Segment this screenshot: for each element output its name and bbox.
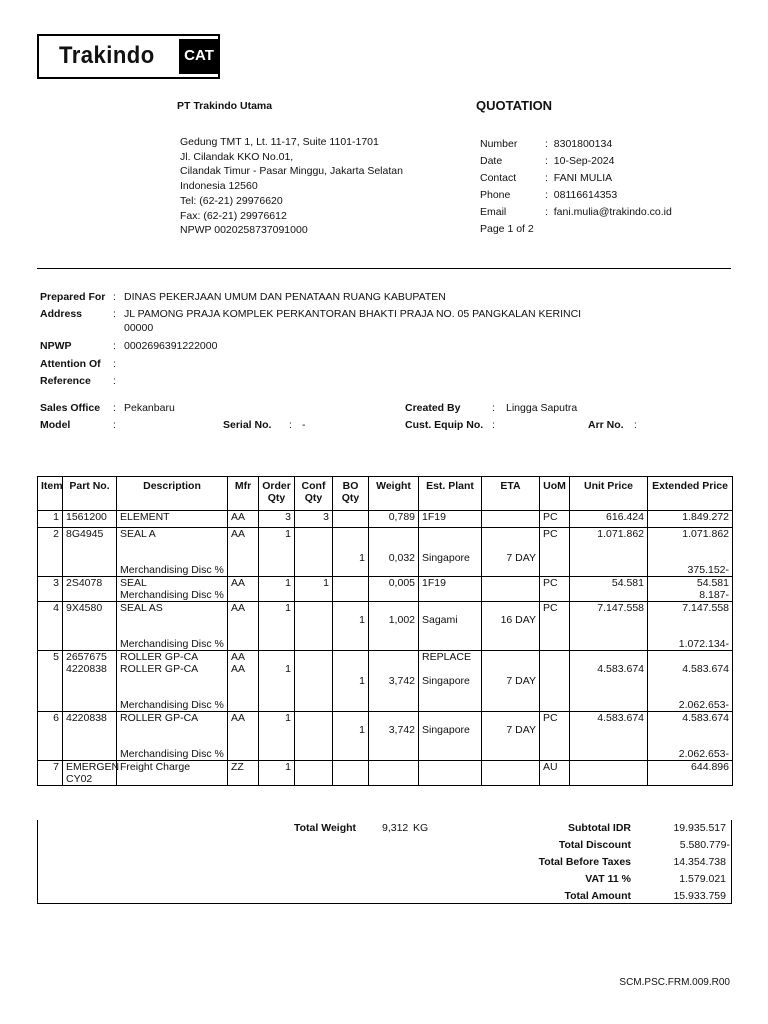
table-row: 7 EMERGEN CY02 Freight Charge ZZ 1 AU 644.896 xyxy=(38,761,733,786)
doc-fields xyxy=(480,136,672,239)
doc-field-phone: Phone : 08116614353 xyxy=(480,189,618,202)
table-row: 4 9X4580 SEAL AS Merchandising Disc % AA 1 1 1,002 Sagami 16 DAY PC 7.147.558 7.147.558 1.072.134- xyxy=(38,602,733,651)
table-header: Item Part No. Description Mfr Order Qty Conf Qty BO Qty Weight Est. Plant ETA UoM Unit Price Extended Price xyxy=(38,477,733,511)
sales-office-label: Sales Office xyxy=(40,402,101,414)
company-address: Gedung TMT 1, Lt. 11-17, Suite 1101-1701 Jl. Cilandak KKO No.01, Cilandak Timur - Pasar Minggu, Jakarta Selatan Indonesia 12560 Tel: (62-21) 29976620 Fax: (62-21) 29976612 NPWP 0020258737091000 xyxy=(180,136,403,237)
address-line2: 00000 xyxy=(124,322,154,334)
cust-equip-label: Cust. Equip No. xyxy=(405,419,484,431)
table-row: 3 2S4078 SEAL Merchandising Disc % AA 1 1 0,005 1F19 PC 54.581 54.581 8.187- xyxy=(38,577,733,602)
subtotal-value: 19.935.517 xyxy=(673,822,726,834)
table-row: 2 8G4945 SEAL A Merchandising Disc % AA 1 1 0,032 Singapore 7 DAY PC 1.071.862 1.071.862 375.152- xyxy=(38,528,733,577)
npwp-value: 0002696391222000 xyxy=(124,340,218,352)
serial-value: - xyxy=(302,419,306,431)
total-weight-label: Total Weight xyxy=(294,822,357,834)
reference-label: Reference xyxy=(40,375,91,387)
created-by-label: Created By xyxy=(405,402,461,414)
divider xyxy=(37,268,731,269)
attention-label: Attention Of xyxy=(40,358,101,370)
address-line1: JL PAMONG PRAJA KOMPLEK PERKANTORAN BHAKTI PRAJA NO. 05 PANGKALAN KERINCI xyxy=(124,308,582,320)
company-logo xyxy=(37,34,220,79)
doc-field-date: Date : 10-Sep-2024 xyxy=(480,155,615,168)
table-row: 5 2657675 4220838 ROLLER GP-CA ROLLER GP-CA Merchandising Disc % AA AA 1 1 3,742 REPLACE Singapore 7 DAY 4.583.674 4.583.674 2.062.653- xyxy=(38,651,733,712)
total-amount-value: 15.933.759 xyxy=(673,890,726,902)
logo-wordmark: Trakindo xyxy=(59,42,155,69)
doc-field-number: Number : 8301800134 xyxy=(480,138,613,150)
form-code: SCM.PSC.FRM.009.R00 xyxy=(619,977,730,988)
address-label: Address xyxy=(40,308,83,320)
subtotal-label: Subtotal IDR xyxy=(568,822,631,834)
serial-label: Serial No. xyxy=(223,419,272,431)
total-before-taxes-label: Total Before Taxes xyxy=(538,856,631,868)
items-table xyxy=(37,476,733,786)
total-discount-value: 5.580.779- xyxy=(679,839,730,851)
total-weight-value: 9,312 xyxy=(382,822,409,834)
vat-label: VAT 11 % xyxy=(585,873,631,885)
vat-value: 1.579.021 xyxy=(679,873,726,885)
cat-logo: CAT xyxy=(179,39,219,74)
total-before-taxes-value: 14.354.738 xyxy=(673,856,726,868)
table-row: 6 4220838 ROLLER GP-CA Merchandising Disc % AA 1 1 3,742 Singapore 7 DAY PC 4.583.674 4.583.674 2.062.653- xyxy=(38,712,733,761)
total-discount-label: Total Discount xyxy=(558,839,631,851)
total-weight-unit: KG xyxy=(413,822,429,834)
table-row: 1 1561200 ELEMENT AA 3 3 0,789 1F19 PC 616.424 1.849.272 xyxy=(38,511,733,528)
model-label: Model xyxy=(40,419,71,431)
npwp-label: NPWP xyxy=(40,340,72,352)
prepared-for-value: DINAS PEKERJAAN UMUM DAN PENATAAN RUANG KABUPATEN xyxy=(124,291,446,303)
total-amount-label: Total Amount xyxy=(564,890,631,902)
created-by-value: Lingga Saputra xyxy=(506,402,578,414)
doc-title: QUOTATION xyxy=(476,98,553,113)
page-indicator: Page 1 of 2 xyxy=(480,223,534,236)
doc-field-contact: Contact : FANI MULIA xyxy=(480,172,613,185)
arr-label: Arr No. xyxy=(588,419,624,431)
sales-office-value: Pekanbaru xyxy=(124,402,175,414)
prepared-for-label: Prepared For xyxy=(40,291,106,303)
company-name: PT Trakindo Utama xyxy=(177,100,273,112)
doc-field-email: Email : fani.mulia@trakindo.co.id xyxy=(480,206,672,219)
